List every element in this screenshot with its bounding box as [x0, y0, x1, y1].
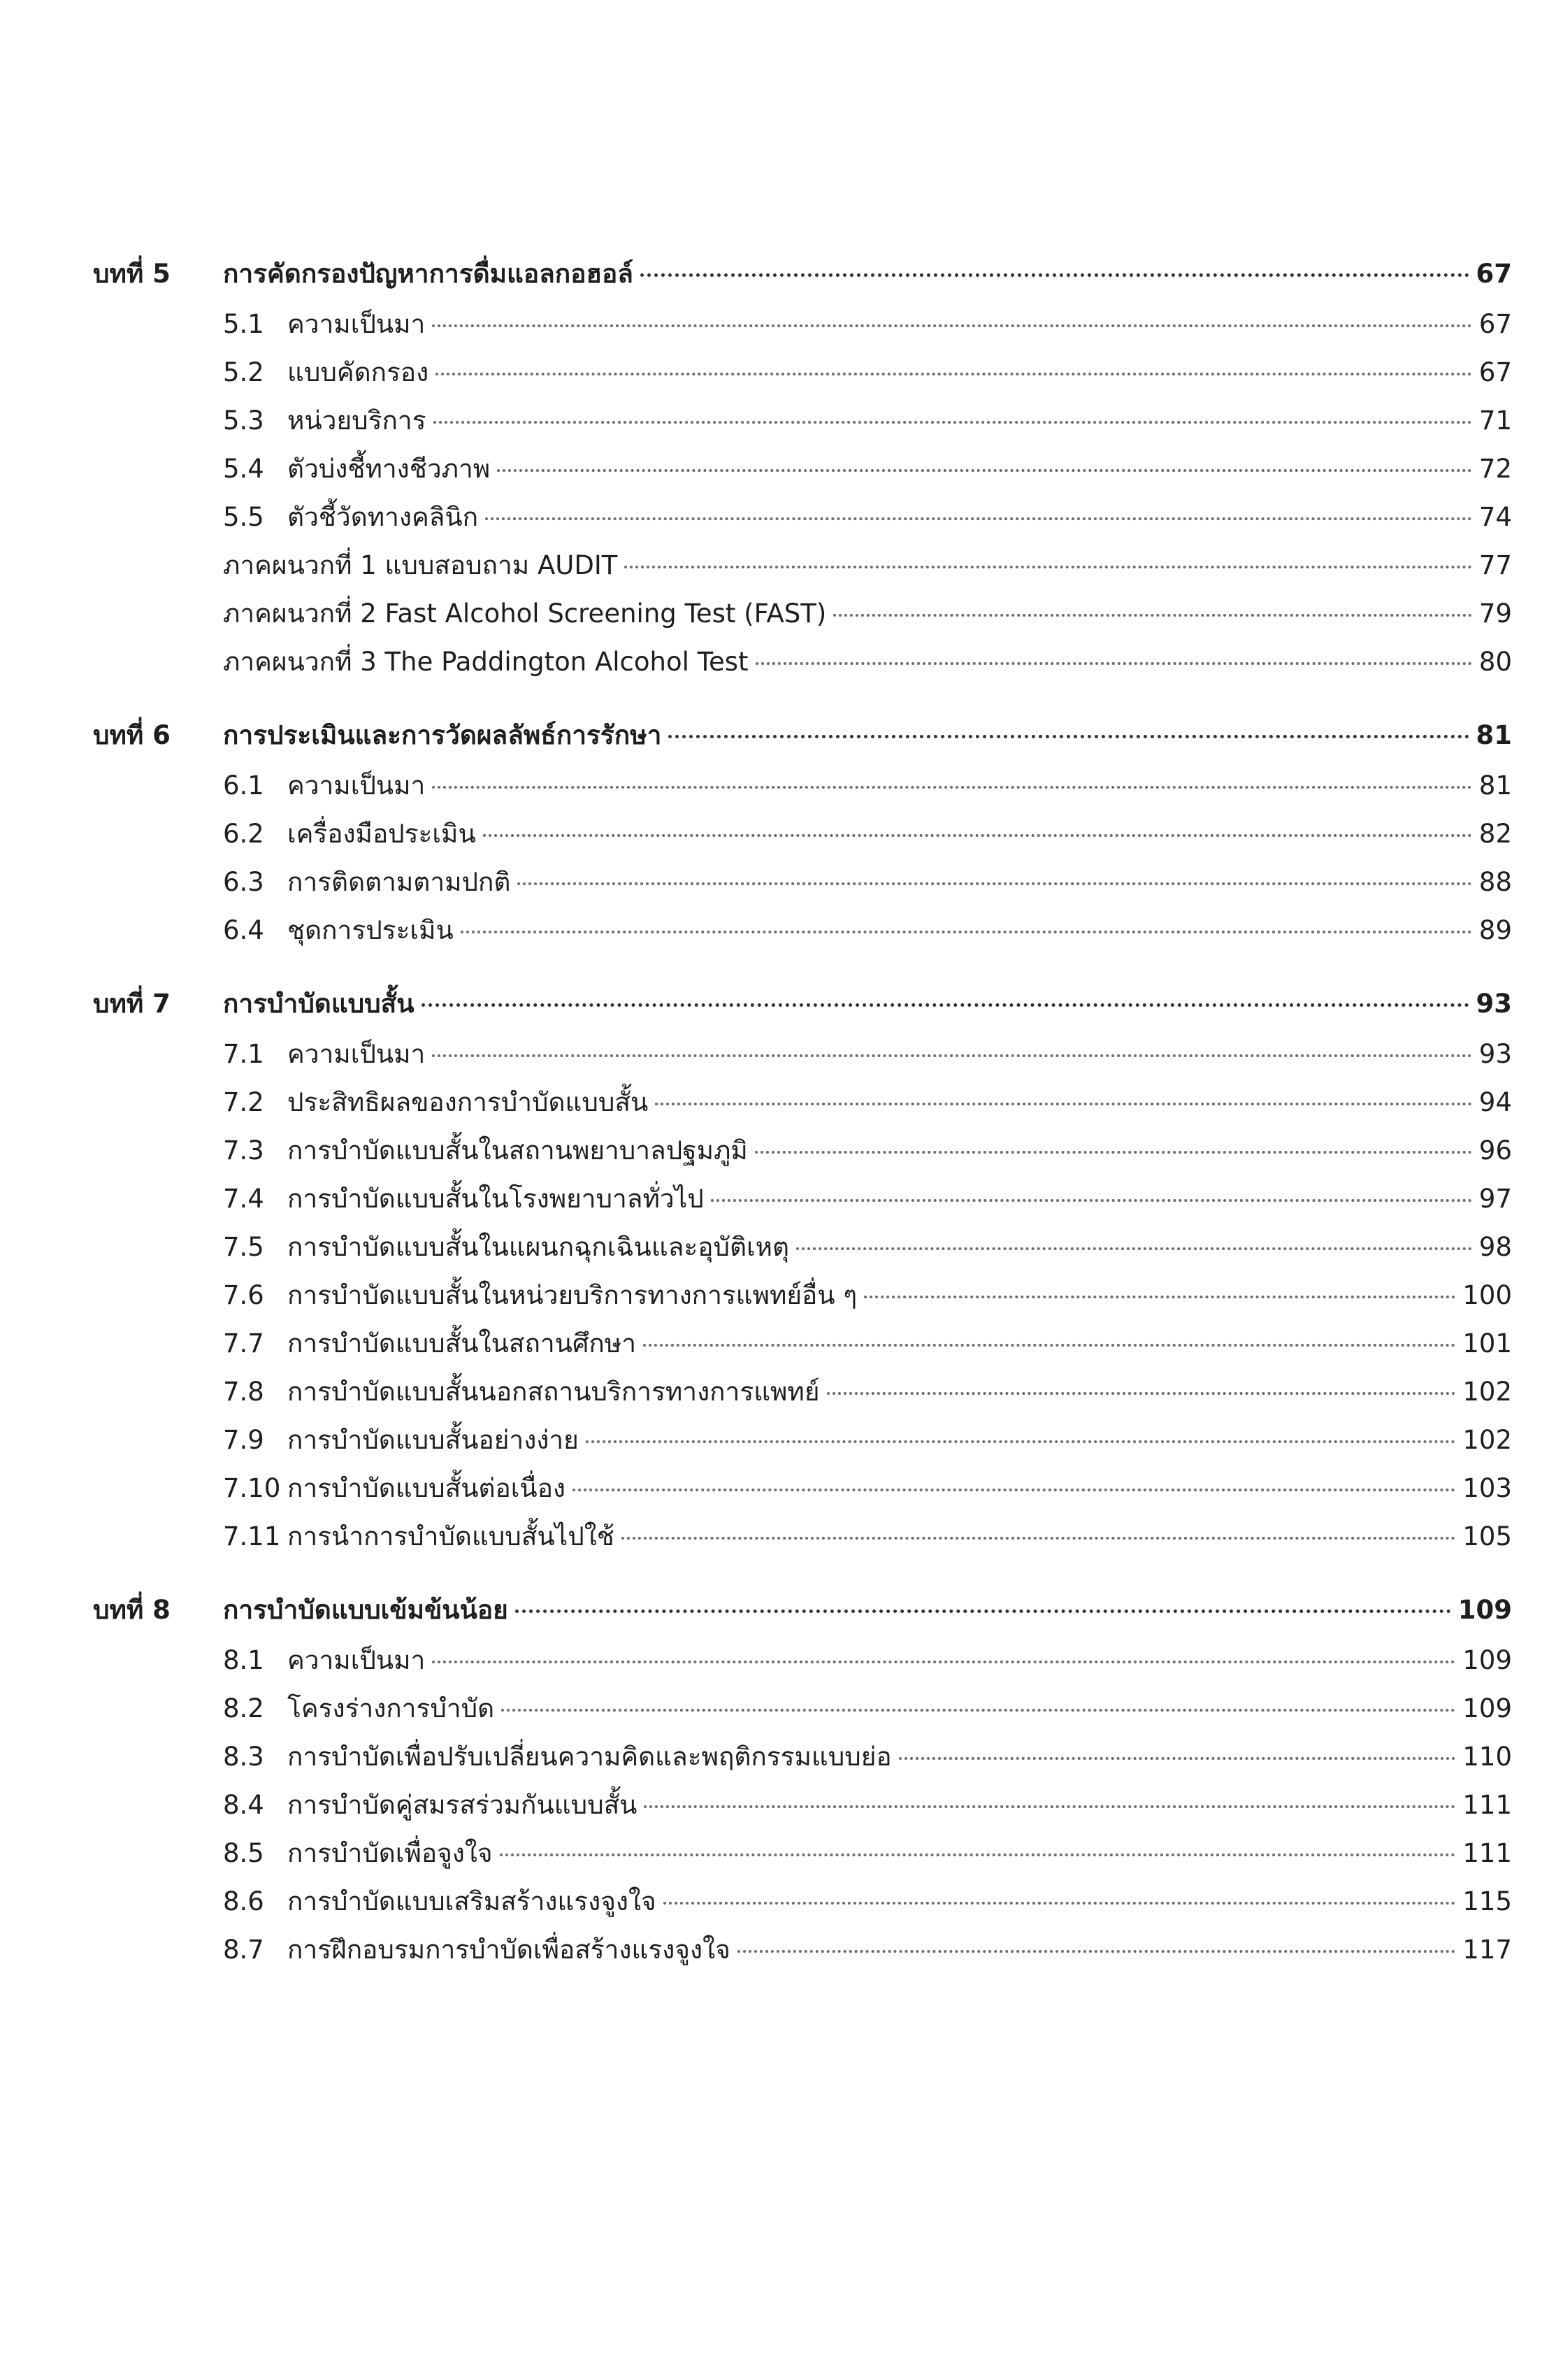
section-number: 7.4 — [223, 1184, 264, 1214]
page-number: 100 — [1462, 1280, 1512, 1310]
entry-title-group — [223, 303, 425, 345]
dot-leader — [572, 1489, 1455, 1491]
dot-leader — [432, 786, 1472, 789]
chapter-section — [93, 253, 1512, 689]
section-title: การบำบัดแบบสั้นในโรงพยาบาลทั่วไป — [287, 1184, 704, 1214]
entry-title-group — [223, 593, 826, 634]
chapter-section — [93, 715, 1512, 958]
page-number: 115 — [1462, 1886, 1512, 1916]
dot-leader — [899, 1757, 1456, 1760]
page-number: 74 — [1478, 502, 1512, 532]
section-title: การบำบัดแบบเสริมสร้างแรงจูงใจ — [287, 1886, 656, 1916]
page-number: 67 — [1478, 357, 1512, 387]
toc-entry[interactable] — [93, 1033, 1512, 1082]
page-number: 67 — [1478, 309, 1512, 339]
chapter-section — [93, 983, 1512, 1564]
entry-title-group — [223, 1468, 565, 1509]
page-number: 101 — [1462, 1328, 1512, 1359]
dot-leader — [432, 324, 1472, 327]
chapter-heading[interactable] — [93, 253, 1512, 303]
entry-title-group — [223, 352, 428, 393]
page-number: 71 — [1478, 406, 1512, 436]
section-title: แบบคัดกรอง — [287, 357, 429, 387]
section-number: 5.5 — [223, 502, 264, 532]
entry-title-group — [223, 1130, 748, 1171]
entry-title-group — [223, 1178, 704, 1219]
section-title: ตัวบ่งชี้ทางชีวภาพ — [287, 454, 491, 484]
section-number: 8.5 — [223, 1838, 264, 1868]
section-number: 5.4 — [223, 454, 264, 484]
section-title: ความเป็นมา — [287, 1039, 426, 1069]
page-number: 97 — [1478, 1184, 1512, 1214]
toc-entry[interactable] — [93, 1130, 1512, 1178]
page-number: 117 — [1462, 1935, 1512, 1965]
toc-entry[interactable] — [93, 593, 1512, 641]
toc-entry[interactable] — [93, 641, 1512, 689]
entry-title-group — [223, 400, 426, 441]
section-number: 8.2 — [223, 1693, 264, 1723]
section-title: การบำบัดเพื่อปรับเปลี่ยนความคิดและพฤติกรรมแบบย่อ — [287, 1742, 892, 1772]
section-number: 8.3 — [223, 1742, 264, 1772]
chapter-title: การบำบัดแบบเข้มข้นน้อย — [223, 1595, 508, 1625]
section-number: 7.2 — [223, 1087, 264, 1117]
toc-entry[interactable] — [93, 1468, 1512, 1516]
entry-title-group — [223, 1640, 425, 1681]
section-number: 7.3 — [223, 1135, 264, 1166]
page-number: 93 — [1478, 1039, 1512, 1069]
toc-entry[interactable] — [93, 1178, 1512, 1226]
entry-title-group — [223, 1784, 637, 1826]
page-number: 98 — [1478, 1232, 1512, 1262]
entry-title-group — [223, 910, 454, 951]
entry-title-group — [223, 1688, 494, 1729]
toc-entry[interactable] — [93, 1784, 1512, 1833]
dot-leader — [432, 1661, 1455, 1663]
page-number: 111 — [1462, 1790, 1512, 1820]
section-title: การนำการบำบัดแบบสั้นไปใช้ — [287, 1521, 614, 1551]
section-title: ประสิทธิผลของการบำบัดแบบสั้น — [287, 1087, 649, 1117]
dot-leader — [515, 1610, 1451, 1613]
toc-entry[interactable] — [93, 352, 1512, 400]
toc-entry[interactable] — [93, 1082, 1512, 1130]
page-number: 88 — [1478, 867, 1512, 897]
dot-leader — [435, 373, 1472, 375]
dot-leader — [655, 1103, 1472, 1105]
toc-entry[interactable] — [93, 813, 1512, 861]
chapter-title: การประเมินและการวัดผลลัพธ์การรักษา — [223, 720, 662, 750]
section-title: โครงร่างการบำบัด — [287, 1693, 495, 1723]
chapter-section — [93, 1589, 1512, 1977]
section-title: ตัวชี้วัดทางคลินิก — [287, 502, 479, 532]
dot-leader — [624, 566, 1472, 568]
section-title: ภาคผนวกที่ 3 The Paddington Alcohol Test — [223, 647, 749, 677]
dot-leader — [663, 1902, 1456, 1905]
section-title: การบำบัดแบบสั้นอย่างง่าย — [287, 1425, 579, 1455]
section-number: 5.1 — [223, 309, 264, 339]
chapter-heading[interactable] — [93, 983, 1512, 1033]
chapter-label: บทที่ 8 — [93, 1595, 171, 1625]
section-number: 7.10 — [223, 1473, 281, 1503]
section-title: การฝึกอบรมการบำบัดเพื่อสร้างแรงจูงใจ — [287, 1935, 730, 1965]
section-number: 5.3 — [223, 406, 264, 436]
section-number: 7.6 — [223, 1280, 264, 1310]
chapter-label: บทที่ 7 — [93, 989, 171, 1019]
dot-leader — [483, 834, 1472, 837]
entry-title-group — [223, 641, 749, 682]
page-number: 109 — [1462, 1693, 1512, 1723]
page-number: 81 — [1476, 720, 1512, 750]
toc-entry[interactable] — [93, 1929, 1512, 1977]
dot-leader — [461, 931, 1472, 933]
entry-title-group — [223, 813, 476, 854]
toc-entry[interactable] — [93, 861, 1512, 910]
section-title: การบำบัดแบบสั้นต่อเนื่อง — [287, 1473, 566, 1503]
toc-entry[interactable] — [93, 910, 1512, 958]
dot-leader — [644, 1805, 1455, 1808]
dot-leader — [500, 1854, 1456, 1856]
section-number: 5.2 — [223, 357, 264, 387]
section-number: 8.7 — [223, 1935, 264, 1965]
section-title: การบำบัดเพื่อจูงใจ — [287, 1838, 493, 1868]
page-number: 72 — [1478, 454, 1512, 484]
section-number: 8.6 — [223, 1886, 264, 1916]
entry-title-group — [223, 496, 478, 538]
entry-title-group — [223, 1419, 579, 1461]
dot-leader — [501, 1709, 1455, 1712]
section-number: 7.1 — [223, 1039, 264, 1069]
page-number: 89 — [1478, 915, 1512, 945]
page-number: 80 — [1478, 647, 1512, 677]
section-title: ความเป็นมา — [287, 1645, 426, 1675]
page-number: 102 — [1462, 1377, 1512, 1407]
page-number: 110 — [1462, 1742, 1512, 1772]
chapter-title: การคัดกรองปัญหาการดื่มแอลกอฮอล์ — [223, 259, 633, 289]
toc-entry[interactable] — [93, 1226, 1512, 1275]
entry-title-group — [223, 1736, 892, 1777]
toc-entry[interactable] — [93, 1640, 1512, 1688]
toc-entry[interactable] — [93, 1323, 1512, 1371]
dot-leader — [517, 882, 1471, 885]
entry-title-group — [223, 1516, 614, 1557]
dot-leader — [737, 1950, 1456, 1953]
dot-leader — [833, 614, 1472, 617]
entry-title-group — [223, 1275, 857, 1316]
page-number: 109 — [1462, 1645, 1512, 1675]
chapter-heading[interactable] — [93, 1589, 1512, 1640]
toc-entry[interactable] — [93, 303, 1512, 352]
dot-leader — [756, 662, 1472, 665]
entry-title-group — [223, 1881, 656, 1922]
section-title: การติดตามตามปกติ — [287, 867, 511, 897]
toc-entry[interactable] — [93, 400, 1512, 448]
dot-leader — [586, 1440, 1456, 1443]
section-title: การบำบัดแบบสั้นในสถานพยาบาลปฐมภูมิ — [287, 1135, 748, 1166]
page-number: 79 — [1478, 598, 1512, 629]
section-number: 7.8 — [223, 1377, 264, 1407]
page-number: 67 — [1476, 259, 1512, 289]
entry-title-group — [223, 545, 617, 586]
entry-title-group — [223, 1323, 636, 1364]
dot-leader — [433, 421, 1472, 424]
entry-title-group — [223, 1371, 820, 1412]
section-number: 8.1 — [223, 1645, 264, 1675]
section-number: 7.5 — [223, 1232, 264, 1262]
section-title: การบำบัดแบบสั้นในหน่วยบริการทางการแพทย์อื่น ๆ — [287, 1280, 858, 1310]
dot-leader — [755, 1151, 1472, 1154]
dot-leader — [796, 1247, 1472, 1250]
page-number: 102 — [1462, 1425, 1512, 1455]
section-number: 6.1 — [223, 770, 264, 801]
entry-title-group — [223, 1929, 730, 1970]
section-title: ความเป็นมา — [287, 770, 426, 801]
section-number: 7.9 — [223, 1425, 264, 1455]
section-number: 6.2 — [223, 819, 264, 849]
page-number: 93 — [1476, 989, 1512, 1019]
toc-entry[interactable] — [93, 1833, 1512, 1881]
page-number: 96 — [1478, 1135, 1512, 1166]
chapter-heading[interactable] — [93, 715, 1512, 765]
entry-title-group — [223, 1226, 789, 1268]
entry-title-group — [223, 765, 425, 806]
dot-leader — [864, 1296, 1455, 1298]
toc-entry[interactable] — [93, 765, 1512, 813]
dot-leader — [432, 1054, 1472, 1057]
toc-entry[interactable] — [93, 448, 1512, 496]
section-title: หน่วยบริการ — [287, 406, 426, 436]
section-title: การบำบัดแบบสั้นในสถานศึกษา — [287, 1328, 636, 1359]
dot-leader — [422, 1003, 1469, 1007]
chapter-title: การบำบัดแบบสั้น — [223, 989, 415, 1019]
toc-entry[interactable] — [93, 1419, 1512, 1468]
section-title: ความเป็นมา — [287, 309, 426, 339]
toc-entry[interactable] — [93, 1275, 1512, 1323]
toc-entry[interactable] — [93, 496, 1512, 545]
section-title: ภาคผนวกที่ 2 Fast Alcohol Screening Test (FAST) — [223, 598, 827, 629]
section-number: 8.4 — [223, 1790, 264, 1820]
section-title: เครื่องมือประเมิน — [287, 819, 476, 849]
section-number: 6.4 — [223, 915, 264, 945]
dot-leader — [643, 1344, 1455, 1347]
section-title: ชุดการประเมิน — [287, 915, 454, 945]
page-number: 109 — [1457, 1595, 1512, 1625]
dot-leader — [668, 735, 1469, 738]
dot-leader — [827, 1392, 1456, 1395]
chapter-label: บทที่ 5 — [93, 259, 171, 289]
dot-leader — [497, 469, 1472, 472]
page-number: 105 — [1462, 1521, 1512, 1551]
section-title: ภาคผนวกที่ 1 แบบสอบถาม AUDIT — [223, 550, 618, 580]
page-number: 82 — [1478, 819, 1512, 849]
section-number: 7.7 — [223, 1328, 264, 1359]
toc-entry[interactable] — [93, 1371, 1512, 1419]
toc-entry[interactable] — [93, 1688, 1512, 1736]
dot-leader — [711, 1199, 1472, 1202]
chapter-label: บทที่ 6 — [93, 720, 171, 750]
toc-entry[interactable] — [93, 1881, 1512, 1929]
entry-title-group — [223, 1082, 648, 1123]
section-title: การบำบัดแบบสั้นในแผนกฉุกเฉินและอุบัติเหตุ — [287, 1232, 790, 1262]
page-number: 111 — [1462, 1838, 1512, 1868]
table-of-contents — [93, 253, 1512, 2002]
page-number: 94 — [1478, 1087, 1512, 1117]
section-title: การบำบัดคู่สมรสร่วมกันแบบสั้น — [287, 1790, 637, 1820]
toc-entry[interactable] — [93, 545, 1512, 593]
entry-title-group — [223, 861, 510, 903]
dot-leader — [485, 517, 1472, 520]
section-number: 6.3 — [223, 867, 264, 897]
dot-leader — [621, 1537, 1455, 1540]
entry-title-group — [223, 1033, 425, 1075]
dot-leader — [640, 273, 1469, 277]
toc-entry[interactable] — [93, 1516, 1512, 1564]
page-number: 81 — [1478, 770, 1512, 801]
entry-title-group — [223, 1833, 493, 1874]
section-title: การบำบัดแบบสั้นนอกสถานบริการทางการแพทย์ — [287, 1377, 820, 1407]
page-number: 77 — [1478, 550, 1512, 580]
section-number: 7.11 — [223, 1521, 281, 1551]
page-number: 103 — [1462, 1473, 1512, 1503]
toc-entry[interactable] — [93, 1736, 1512, 1784]
entry-title-group — [223, 448, 490, 489]
